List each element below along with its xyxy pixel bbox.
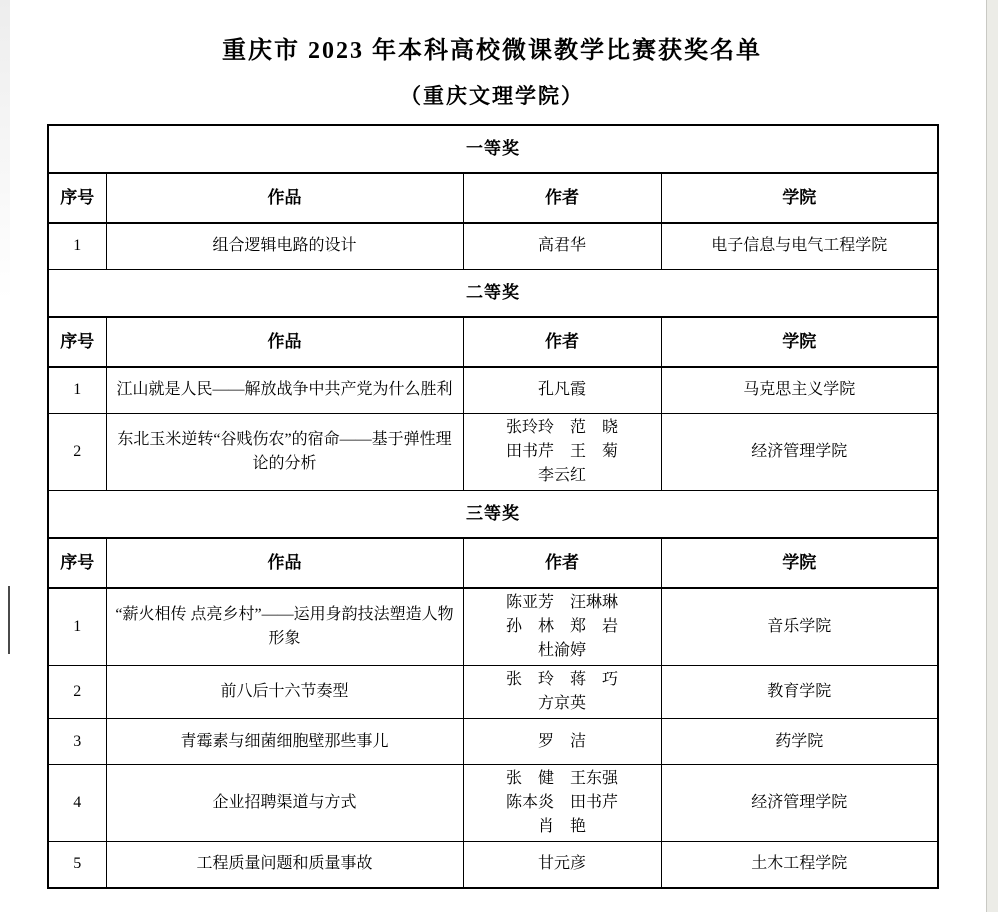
section-header: 一等奖 <box>48 125 938 173</box>
college-cell: 经济管理学院 <box>661 413 938 490</box>
authors-cell <box>463 588 661 666</box>
row-number-cell: 1 <box>48 588 106 666</box>
row-number-cell: 1 <box>48 223 106 269</box>
author-line: 甘元彦 <box>537 855 586 873</box>
page-title: 重庆市 2023 年本科高校微课教学比赛获奖名单 <box>222 38 762 64</box>
work-title-cell: 组合逻辑电路的设计 <box>106 223 463 269</box>
author-line: 田书芹 王 菊 <box>505 442 618 460</box>
column-header: 学院 <box>661 173 938 223</box>
author-line: 张玲玲 范 晓 <box>505 418 618 436</box>
table-row <box>48 367 938 413</box>
college-cell: 音乐学院 <box>661 588 938 666</box>
authors-cell <box>463 666 661 719</box>
column-header: 序号 <box>48 317 106 367</box>
college-cell: 教育学院 <box>661 666 938 719</box>
authors-cell <box>463 765 661 842</box>
author-line: 张 玲 蒋 巧 <box>505 671 618 688</box>
author-line: 方京英 <box>537 695 586 712</box>
table-row <box>48 719 938 765</box>
author-line: 孔凡霞 <box>537 381 586 399</box>
table-row <box>48 223 938 269</box>
section-header: 二等奖 <box>48 269 938 317</box>
work-title-cell: 青霉素与细菌细胞壁那些事儿 <box>106 719 463 765</box>
awards-table <box>47 124 939 889</box>
author-line: 张 健 王东强 <box>505 770 618 787</box>
author-line: 高君华 <box>537 237 586 255</box>
column-header-row <box>48 538 938 588</box>
author-line: 肖 艳 <box>537 818 586 835</box>
row-number-cell: 5 <box>48 842 106 888</box>
table-row <box>48 666 938 719</box>
column-header: 序号 <box>48 538 106 588</box>
college-cell: 马克思主义学院 <box>661 367 938 413</box>
column-header: 作品 <box>106 538 463 588</box>
table-row <box>48 842 938 888</box>
table-row <box>48 413 938 490</box>
table-row <box>48 588 938 666</box>
column-header: 作者 <box>463 317 661 367</box>
authors-cell <box>463 367 661 413</box>
college-cell: 经济管理学院 <box>661 765 938 842</box>
work-title-cell: 东北玉米逆转“谷贱伤农”的宿命——基于弹性理论的分析 <box>106 413 463 490</box>
row-number-cell: 3 <box>48 719 106 765</box>
row-number-cell: 2 <box>48 666 106 719</box>
column-header: 作品 <box>106 317 463 367</box>
page-right-edge-strip <box>986 0 998 912</box>
document-body <box>47 0 937 889</box>
author-line: 陈本炎 田书芹 <box>505 794 618 811</box>
authors-cell <box>463 223 661 269</box>
college-cell: 药学院 <box>661 719 938 765</box>
work-title-cell: 前八后十六节奏型 <box>106 666 463 719</box>
section-header: 三等奖 <box>48 490 938 538</box>
column-header: 学院 <box>661 538 938 588</box>
section-row <box>48 490 938 538</box>
work-title-cell: 企业招聘渠道与方式 <box>106 765 463 842</box>
author-line: 杜渝婷 <box>537 642 586 659</box>
column-header-row <box>48 173 938 223</box>
column-header: 学院 <box>661 317 938 367</box>
college-cell: 土木工程学院 <box>661 842 938 888</box>
authors-cell <box>463 413 661 490</box>
authors-cell <box>463 719 661 765</box>
row-number-cell: 1 <box>48 367 106 413</box>
column-header: 序号 <box>48 173 106 223</box>
section-row <box>48 269 938 317</box>
work-title-cell: 江山就是人民——解放战争中共产党为什么胜利 <box>106 367 463 413</box>
work-title-cell: 工程质量问题和质量事故 <box>106 842 463 888</box>
authors-cell <box>463 842 661 888</box>
row-number-cell: 4 <box>48 765 106 842</box>
author-line: 李云红 <box>537 466 586 484</box>
column-header: 作者 <box>463 173 661 223</box>
column-header-row <box>48 317 938 367</box>
author-line: 孙 林 郑 岩 <box>505 618 618 635</box>
table-row <box>48 765 938 842</box>
college-cell: 电子信息与电气工程学院 <box>661 223 938 269</box>
work-title-cell: “薪火相传 点亮乡村”——运用身韵技法塑造人物形象 <box>106 588 463 666</box>
page-subtitle: （重庆文理学院） <box>400 84 584 108</box>
section-row <box>48 125 938 173</box>
author-line: 罗 洁 <box>537 732 586 750</box>
scan-stray-mark <box>8 586 10 654</box>
row-number-cell: 2 <box>48 413 106 490</box>
column-header: 作者 <box>463 538 661 588</box>
scan-edge-shadow <box>0 0 10 300</box>
author-line: 陈亚芳 汪琳琳 <box>505 594 618 611</box>
column-header: 作品 <box>106 173 463 223</box>
